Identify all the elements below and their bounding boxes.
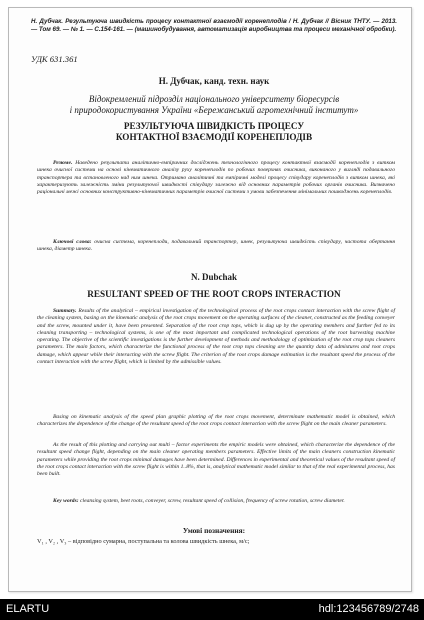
author-ua: Н. Дубчак, канд. техн. наук <box>158 76 270 86</box>
keywords-ua <box>37 239 395 254</box>
keywords-en-text: cleansing system, beet roots, conveyer, screw, resultant speed of collision, frequency of screw rotation, screw diameter. <box>80 498 345 504</box>
abstract-ua-label: Резюме. <box>53 160 73 166</box>
notation-heading: Умові позначення: <box>182 526 246 535</box>
keywords-ua-text: очисна система, коренеплоди, подавальний транспортер, шнек, результуюча швидкість співудару, частота обертання шнека, діаметр шнека. <box>37 239 395 253</box>
title-en: RESULTANT SPEED OF THE ROOT CROPS INTERACTION <box>87 289 341 299</box>
title-ua-line-1: РЕЗУЛЬТУЮЧА ШВИДКІСТЬ ПРОЦЕСУ <box>123 121 305 131</box>
title-ua-line-2: КОНТАКТНОЇ ВЗАЄМОДІЇ КОРЕНЕПЛОДІВ <box>115 132 313 142</box>
udk-code: УДК 631.361 <box>31 54 78 64</box>
abstract-ua-text: Наведено результати аналітично-емпіричних досліджень технологічного процесу контактної взаємодії коренеплодів з витком шнека очисної системи на основі кінематичного аналізу руху коренеплодів по робочих поверхнях очисника, виконаного у вигляді подавального транспортера та встановленого над ним шнека. Отримано аналітичні та емпіричні моделі процесу співудару коренеплодів з витком шнека, які характеризують залежність зміни результуючої швидкості співудару залежно від основних параметрів робочих органів очисника. Визначено раціональні межі основних конструктивно-кінематичних параметрів очисної системи з умови забезпечення мінімальних пошкоджень коренеплодів. <box>37 160 395 196</box>
abstract-en-paragraph-3: As the result of this plotting and carrying out multi – factor experiments the empiric models were obtained, which characterize the dependence of the resultant speed change flight, depending on the main cleaner operating members parameters. Effective limits of the main cleaners construction kinematic parameters while providing the root crops minimal damages have been determined. Differences in experimental and theoretical values of the resultant speed of the root crops contact interaction with the screw flight is within 1..8%, that is, analytical mathematic model similar to that of the real experimental process, has been built. <box>37 442 395 478</box>
keywords-en <box>37 498 395 505</box>
affiliation <box>31 94 397 116</box>
abstract-en <box>37 308 395 366</box>
abstract-en-text: Results of the analytical – empirical investigation of the technological process of the root crops contact interaction with the screw flight of the cleaning system, basing on the kinematic analysis of the root crops movement on the operating surfaces of the cleaner, constructed as the feeding conveyer and the screw, mounted under it, have been presented. Separation of the root crop tops, which is dug up by the operating members and further fed to its cleaning transporting – technological systems, is one of the most important and complicated technological operations of the root harvesting machine operating. The objective of the scientific investigations is the further development of methods and methodology of optimization of the root crop tops cleaners parameters. The main factors, which characterize the functional process of the root crop tops cleaning are the quantity data of admixtures and root crops damage, which appear while their interacting with the screw flight. The criterion of the root crops damage estimation is the resultant speed the process of the contact interaction with the screw flight, which is limited by the admissible values. <box>37 308 395 366</box>
document-page <box>8 7 412 592</box>
citation-header: Н. Дубчак. Результуюча швидкість процесу контактної взаємодії коренеплодів / Н. Дубчак // Вісник ТНТУ. — 2013. — Том 69. — № 1. — С.154-161. — (машинобудування, автоматизація виробництва та процеси механічної обробки). <box>31 18 397 34</box>
title-ua <box>31 121 397 143</box>
notation-line: V₁ , V₂ , V₃ – відповідно сумарна, поступальна та колова швидкість шнека, м/с; <box>37 538 250 545</box>
handle-id: hdl:123456789/2748 <box>318 603 419 615</box>
repository-name: ELARTU <box>6 603 50 615</box>
affiliation-line-1: Відокремлений підрозділ національного університету біоресурсів <box>88 94 340 104</box>
abstract-en-paragraph-2: Basing on kinematic analysis of the speed plan graphic plotting of the root crops movement, determinate mathematic model is obtained, which characterizes the dependence of the change of the resultant speed of the root crops contact interaction with the screw flight on the main cleaner parameters. <box>37 414 395 428</box>
affiliation-line-2: і природокористування України «Бережанський агротехнічний інститут» <box>69 105 359 115</box>
keywords-en-label: Key words: <box>53 498 79 504</box>
abstract-ua <box>37 160 395 196</box>
repository-footer <box>0 599 424 620</box>
abstract-en-label: Summary. <box>53 308 77 314</box>
keywords-ua-label: Ключові слова: <box>53 239 92 245</box>
author-en: N. Dubchak <box>190 272 237 282</box>
